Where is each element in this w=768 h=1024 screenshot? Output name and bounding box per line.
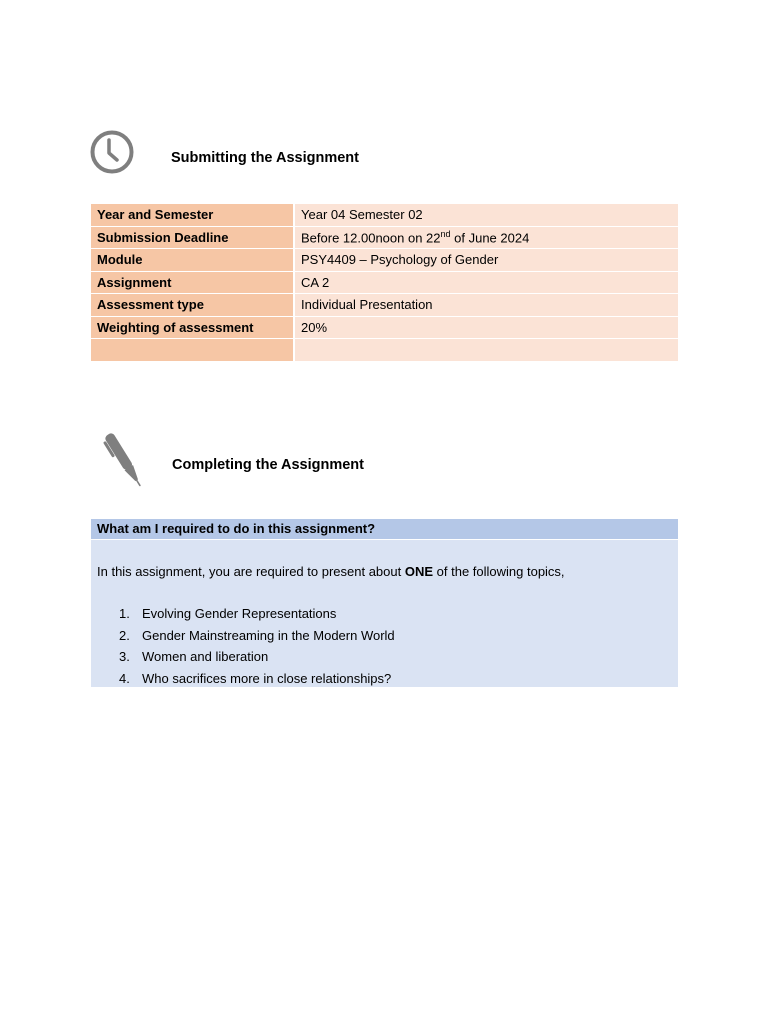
row-value: 20%: [294, 316, 678, 339]
row-label: Module: [91, 249, 294, 272]
list-item: [119, 625, 672, 647]
row-value: Year 04 Semester 02: [294, 204, 678, 226]
row-value-deadline: [294, 226, 678, 249]
list-item: [119, 668, 672, 690]
submitting-heading: Submitting the Assignment: [171, 150, 359, 166]
row-value: PSY4409 – Psychology of Gender: [294, 249, 678, 272]
intro-text-end: of the following topics,: [433, 564, 565, 579]
task-question: What am I required to do in this assignment?: [91, 519, 678, 540]
pen-icon: [101, 428, 147, 492]
table-row: [91, 249, 678, 272]
row-label: Year and Semester: [91, 204, 294, 226]
topic-number: 2.: [119, 627, 130, 643]
row-label-empty: [91, 339, 294, 362]
row-label: Assignment: [91, 271, 294, 294]
topic-text: Who sacrifices more in close relationships?: [142, 670, 392, 686]
list-item: [119, 603, 672, 625]
list-item: [119, 646, 672, 668]
table-row: [91, 316, 678, 339]
topic-text: Women and liberation: [142, 649, 269, 664]
row-label: Weighting of assessment: [91, 316, 294, 339]
topic-number: 3.: [119, 649, 130, 664]
table-row: [91, 271, 678, 294]
task-box: [91, 519, 678, 687]
topic-text: Gender Mainstreaming in the Modern World: [142, 627, 395, 643]
deadline-suffix: nd: [440, 229, 451, 240]
completing-heading: Completing the Assignment: [172, 457, 364, 473]
topic-number: 4.: [119, 670, 130, 686]
deadline-text-end: of June 2024: [450, 230, 530, 246]
intro-text: In this assignment, you are required to present about: [97, 564, 405, 579]
table-row: [91, 204, 678, 226]
topic-list: [97, 603, 672, 689]
topic-text: Evolving Gender Representations: [142, 606, 337, 621]
table-row: [91, 226, 678, 249]
row-value-empty: [294, 339, 678, 362]
task-intro: [97, 562, 672, 582]
deadline-text: Before 12.00noon on 22: [301, 230, 441, 246]
row-value: CA 2: [294, 271, 678, 294]
task-body: [91, 540, 678, 687]
table-row-empty: [91, 339, 678, 362]
intro-emphasis: ONE: [404, 564, 434, 579]
clock-icon: [89, 129, 135, 175]
row-label: Assessment type: [91, 294, 294, 317]
table-row: [91, 294, 678, 317]
row-value: Individual Presentation: [294, 294, 678, 317]
topic-number: 1.: [119, 606, 130, 621]
row-label: Submission Deadline: [91, 226, 294, 249]
assignment-info-table: [91, 204, 678, 362]
